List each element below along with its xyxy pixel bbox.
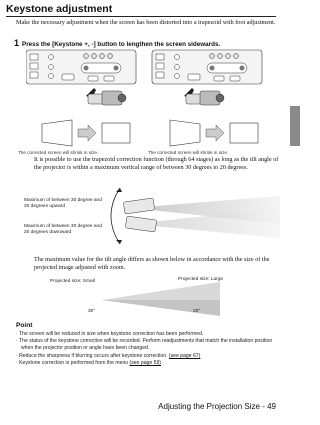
arrow-right-icon — [78, 125, 96, 141]
list-item: · Keystone correction is performed from the menu (see page 59) — [16, 360, 278, 367]
corrected-screen-left — [102, 123, 130, 143]
control-panel-right-image — [152, 50, 262, 105]
step-1 — [14, 38, 279, 48]
intro-text: Make the necessary adjustment when the screen has been distorted into a trapezoid with foot adjustment. — [16, 19, 276, 26]
list-item: · The screen will be reduced in size when keystone correction has been performed. — [16, 331, 278, 338]
see-page-67-link[interactable]: (see page 67) — [168, 352, 201, 359]
caption-left: The corrected screen will shrink in size. — [18, 150, 99, 155]
page-footer: Adjusting the Projection Size - 49 — [158, 402, 276, 411]
point-list — [16, 331, 278, 367]
tilt-angle-diagram — [92, 186, 282, 246]
point-title: Point — [16, 322, 33, 329]
caption-right: The corrected screen will shrink in size. — [148, 150, 229, 155]
tilt-range-paragraph: It is possible to use the trapezoid correction function (through 64 stages) as long as the tilt angle of the projector is within a maximum vertical range of between 30 degrees to 20 degrees. — [34, 156, 279, 172]
correction-diagrams — [20, 118, 280, 148]
trapezoid-before-right — [170, 120, 200, 146]
step-text: Press the [Keystone +, -] button to lengthen the screen sidewards. — [22, 41, 221, 48]
label-angle-small: 30° — [88, 309, 96, 314]
step-number: 1 — [14, 38, 20, 48]
list-item: · The status of the keystone correction will be recorded. Perform readjustments that match the installation position when the projector position or angle have been changed. — [16, 338, 278, 352]
label-size-small: Projected size: Small — [50, 279, 95, 284]
list-item: · Reduce the sharpness if blurring occurs after keystone correction. (see page 67) — [16, 353, 278, 360]
arrow-right-icon — [206, 125, 224, 141]
control-panel-left-image — [26, 50, 136, 105]
zoom-paragraph: The maximum value for the tilt angle differs as shown below in accordance with the size of the projected image adjusted with zoom. — [34, 256, 270, 272]
label-angle-large: 20° — [193, 309, 201, 314]
label-upward: Maximum of between 30 degree and 20 degrees upward — [24, 198, 102, 209]
label-downward: Maximum of between 30 degree and 20 degrees downward — [24, 224, 102, 235]
trapezoid-before-left — [42, 120, 72, 146]
projector-upper-image — [123, 198, 154, 214]
projector-lower-image — [125, 216, 156, 232]
label-size-large: Projected size: Large — [178, 277, 224, 282]
section-title: Keystone adjustment — [6, 3, 276, 17]
chapter-side-tab — [290, 106, 300, 146]
keystone-illustration — [26, 48, 276, 118]
corrected-screen-right — [230, 123, 258, 143]
see-page-59-link[interactable]: (see page 59) — [129, 359, 161, 366]
